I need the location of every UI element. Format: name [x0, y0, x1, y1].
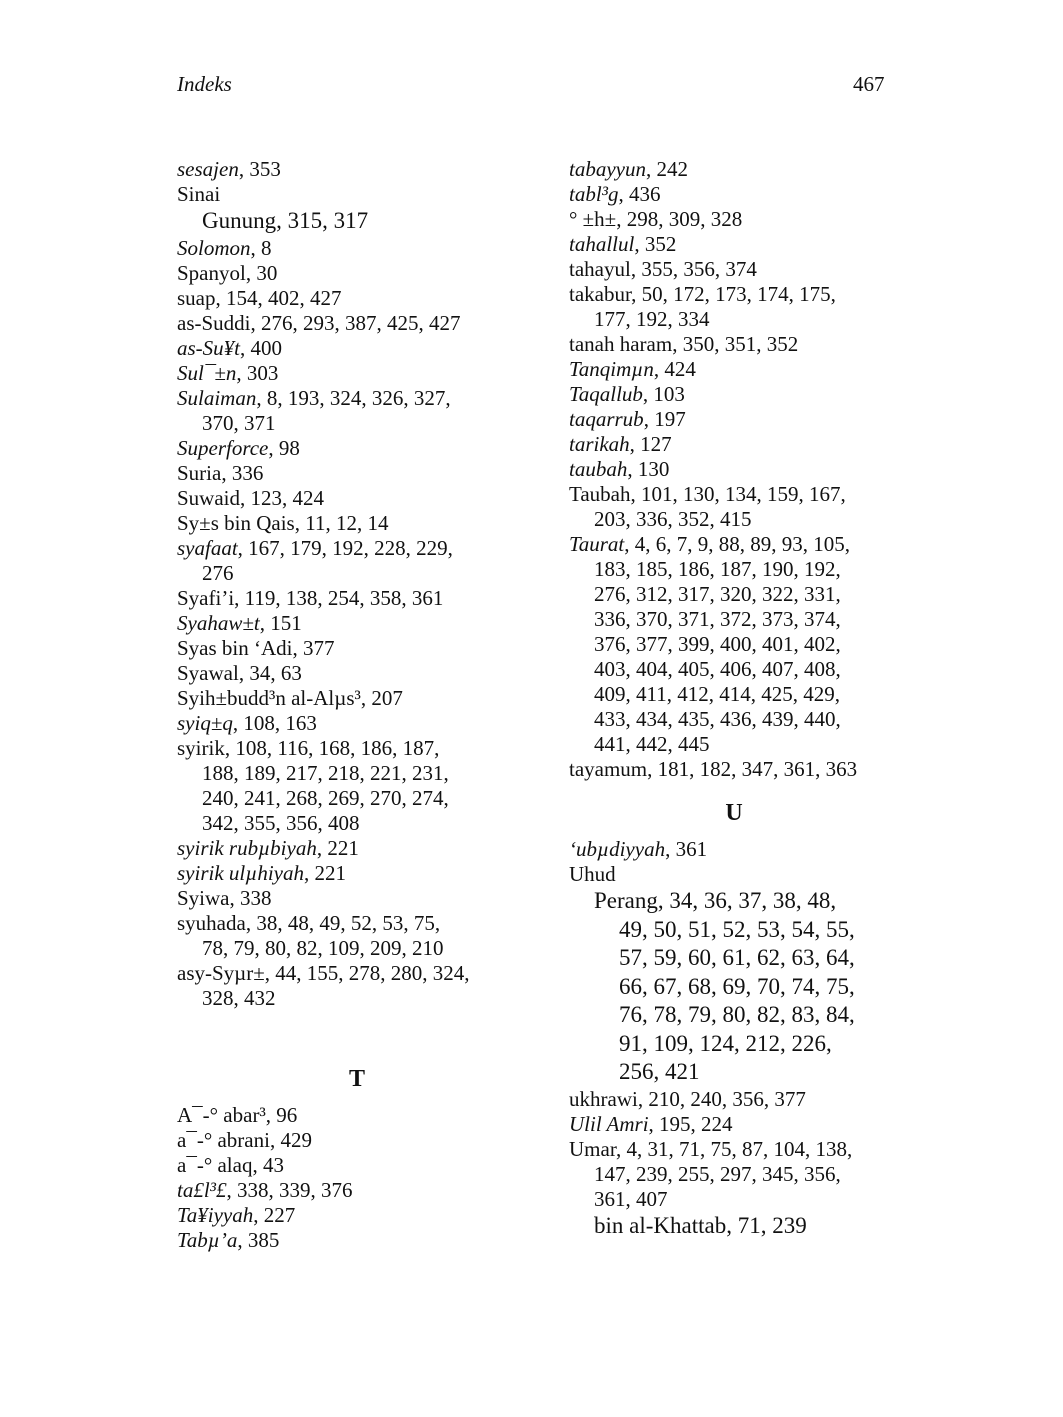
index-entry: [177, 586, 537, 611]
index-term: syirik: [177, 735, 225, 760]
index-page-refs: , 377: [292, 635, 335, 660]
page-number: 467: [853, 72, 885, 96]
index-term: ukhrawi: [569, 1086, 638, 1111]
index-page-refs: , 108, 116, 168, 186, 187, 188, 189, 217, 218, 221, 231, 240, 241, 268, 269, 270, 274, 342, 355, 356, 408: [202, 735, 449, 835]
index-term: Umar: [569, 1136, 616, 1161]
index-term: as-Suddi: [177, 310, 251, 335]
index-entry: [177, 911, 537, 961]
index-term: syiq±q: [177, 710, 233, 735]
index-entry: [177, 1203, 537, 1228]
index-entry: [177, 436, 537, 461]
index-term: Sulaiman: [177, 385, 257, 410]
index-term: tahallul: [569, 232, 635, 256]
index-page-refs: , 221: [316, 835, 359, 860]
index-column-right: [569, 157, 899, 1240]
index-page-refs: , 34, 36, 37, 38, 48, 49, 50, 51, 52, 53, 54, 55, 57, 59, 60, 61, 62, 63, 64, 66, 67, 68, 69, 70, 74, 75, 76, 78, 79, 80, 82, 83, 84, 91, 109, 124, 212, 226, 256, 421: [619, 888, 855, 1084]
index-subentry: [177, 207, 537, 236]
index-entry: [177, 686, 537, 711]
index-term: Solomon: [177, 235, 251, 260]
index-entry: [569, 257, 899, 282]
index-column-left: [177, 157, 537, 1253]
index-page-refs: , 96: [265, 1102, 298, 1127]
index-entry: [569, 862, 899, 887]
index-term: Taqallub: [569, 382, 643, 406]
index-entry: [177, 636, 537, 661]
index-page-refs: , 400: [240, 335, 282, 360]
index-page-refs: , 154, 402, 427: [215, 285, 342, 310]
index-page-refs: , 34, 63: [238, 660, 302, 685]
index-page-refs: , 210, 240, 356, 377: [637, 1086, 806, 1111]
index-entry: [177, 611, 537, 636]
index-entry: [177, 886, 537, 911]
index-term: Sy±s bin Qais: [177, 510, 295, 535]
index-entry: [569, 282, 899, 332]
index-entry: [177, 736, 537, 836]
index-page-refs: , 303: [236, 360, 279, 385]
index-entry: [177, 261, 537, 286]
index-subentry: [569, 887, 899, 1087]
index-term: Syawal: [177, 660, 239, 685]
index-entry: [177, 157, 537, 182]
index-page-refs: , 101, 130, 134, 159, 167, 203, 336, 352, 415: [594, 482, 846, 531]
index-page-refs: , 123, 424: [240, 485, 324, 510]
index-page-refs: , 43: [252, 1152, 284, 1177]
index-page-refs: , 298, 309, 328: [616, 207, 743, 231]
index-page-refs: , 4, 31, 71, 75, 87, 104, 138, 147, 239, 255, 297, 345, 356, 361, 407: [594, 1136, 853, 1211]
index-term: asy-Syµr±: [177, 960, 265, 985]
index-term: Superforce: [177, 435, 269, 460]
index-entry: [177, 661, 537, 686]
running-header-title: Indeks: [177, 72, 232, 96]
index-term: ta£l³£: [177, 1177, 227, 1202]
index-entry: [177, 386, 537, 436]
index-page-refs: , 71, 239: [726, 1212, 807, 1238]
index-term: Syih±budd³n al-Alµs³: [177, 685, 361, 710]
index-term: sesajen: [177, 157, 239, 181]
index-entry: [569, 382, 899, 407]
index-term: A¯-° abar³: [177, 1102, 266, 1127]
index-entry: [177, 1178, 537, 1203]
index-page-refs: , 4, 6, 7, 9, 88, 89, 93, 105, 183, 185, 186, 187, 190, 192, 276, 312, 317, 320, 322, 331, 336, 370, 371, 372, 373, 374, 376, 377, 399, 400, 401, 402, 403, 404, 405, 406, 407, 408, 409, 411, 412, 414, 425, 429, 433, 434, 435, 436, 439, 440, 441, 442, 445: [594, 532, 851, 756]
index-page-refs: , 167, 179, 192, 228, 229, 276: [202, 535, 453, 585]
index-entry: [569, 1087, 899, 1112]
index-page-refs: , 103: [642, 382, 685, 406]
section-letter-u: U: [725, 800, 743, 826]
index-entry: [177, 486, 537, 511]
index-entry: [177, 361, 537, 386]
index-term: Sul¯±n: [177, 360, 237, 385]
index-page-refs: , 276, 293, 387, 425, 427: [250, 310, 461, 335]
index-page-refs: , 336: [221, 460, 264, 485]
index-term: Syahaw±t: [177, 610, 260, 635]
index-entry: [177, 1228, 537, 1253]
index-entry: [177, 461, 537, 486]
index-page-refs: , 242: [645, 157, 688, 181]
index-entry: [569, 837, 899, 862]
index-entry: [177, 861, 537, 886]
index-list-u: [569, 837, 899, 1240]
section-letter-t: T: [348, 1065, 365, 1092]
index-page-refs: , 436: [618, 182, 661, 206]
index-page-refs: , 352: [634, 232, 677, 256]
index-entry: [569, 482, 899, 532]
index-page-refs: , 197: [643, 407, 686, 431]
index-page-refs: , 151: [259, 610, 302, 635]
index-page-refs: , 8: [250, 235, 272, 260]
index-term: Spanyol: [177, 260, 246, 285]
index-page-refs: , 338: [229, 885, 272, 910]
index-term: Uhud: [569, 862, 616, 886]
index-page-refs: , 44, 155, 278, 280, 324, 328, 432: [202, 960, 470, 1010]
index-term: tayamum: [569, 757, 648, 781]
index-term: a¯-° abrani: [177, 1127, 270, 1152]
index-subentry: [569, 1212, 899, 1241]
index-term: Syiwa: [177, 885, 230, 910]
index-term: bin al-Khattab: [594, 1212, 727, 1238]
index-page-refs: , 8, 193, 324, 326, 327, 370, 371: [202, 385, 451, 435]
index-entry: [569, 332, 899, 357]
index-entry: [569, 232, 899, 257]
index-term: Suwaid: [177, 485, 240, 510]
index-page-refs: , 350, 351, 352: [672, 332, 799, 356]
index-entry: [569, 432, 899, 457]
index-term: a¯-° alaq: [177, 1152, 253, 1177]
index-term: takabur: [569, 282, 632, 306]
index-entry: [569, 157, 899, 182]
index-term: Tanqimµn: [569, 357, 654, 381]
index-page-refs: , 221: [304, 860, 346, 885]
index-page-refs: , 30: [245, 260, 278, 285]
index-entry: [569, 457, 899, 482]
index-term: tahayul: [569, 257, 631, 281]
index-entry: [177, 511, 537, 536]
index-entry: [177, 286, 537, 311]
index-term: suap: [177, 285, 216, 310]
index-entry: [177, 311, 537, 336]
index-page-refs: , 108, 163: [232, 710, 317, 735]
index-page-refs: , 385: [237, 1227, 280, 1252]
index-page-refs: , 38, 48, 49, 52, 53, 75, 78, 79, 80, 82, 109, 209, 210: [202, 910, 444, 960]
index-entry: [177, 236, 537, 261]
index-term: taubah: [569, 457, 628, 481]
index-term: ° ±h±: [569, 207, 617, 231]
index-term: as-Su¥t: [177, 335, 240, 360]
index-list-s: [177, 157, 537, 1011]
index-term: Ulil Amri: [569, 1111, 649, 1136]
index-entry: [569, 1137, 899, 1212]
index-page-refs: , 119, 138, 254, 358, 361: [234, 585, 444, 610]
index-page-refs: , 424: [653, 357, 696, 381]
index-entry: [177, 1103, 537, 1128]
index-entry: [569, 1112, 899, 1137]
index-page-refs: , 11, 12, 14: [294, 510, 389, 535]
index-page-refs: , 353: [238, 157, 281, 181]
index-term: Taurat: [569, 532, 625, 556]
index-page-refs: , 98: [268, 435, 300, 460]
index-page-refs: , 338, 339, 376: [226, 1177, 353, 1202]
index-entry: [569, 532, 899, 757]
index-page-refs: , 195, 224: [648, 1111, 733, 1136]
index-list-t-continued: [569, 157, 899, 782]
index-entry: [177, 1128, 537, 1153]
index-entry: [569, 182, 899, 207]
index-entry: [177, 961, 537, 1011]
index-page-refs: , 355, 356, 374: [630, 257, 757, 281]
index-term: Taubah: [569, 482, 631, 506]
index-term: Gunung: [202, 208, 277, 233]
index-term: tabl³g: [569, 182, 619, 206]
index-entry: [177, 336, 537, 361]
index-term: Perang: [594, 888, 658, 913]
index-entry: [177, 836, 537, 861]
index-page-refs: , 50, 172, 173, 174, 175, 177, 192, 334: [594, 282, 836, 331]
index-entry: [569, 407, 899, 432]
index-page-refs: , 227: [253, 1202, 296, 1227]
index-term: tanah haram: [569, 332, 673, 356]
index-entry: [569, 207, 899, 232]
index-entry: [177, 182, 537, 207]
index-term: Syas bin ‘Adi: [177, 635, 293, 660]
index-page-refs: , 361: [665, 837, 708, 861]
index-term: tabayyun: [569, 157, 646, 181]
index-term: tarikah: [569, 432, 630, 456]
index-term: Sinai: [177, 182, 221, 206]
index-term: ‘ubµdiyyah: [569, 837, 666, 861]
index-page-refs: , 130: [627, 457, 670, 481]
index-entry: [569, 357, 899, 382]
index-entry: [177, 1153, 537, 1178]
index-term: syirik ulµhiyah: [177, 860, 304, 885]
index-term: syafaat: [177, 535, 238, 560]
index-page-refs: , 127: [629, 432, 672, 456]
index-entry: [569, 757, 899, 782]
index-term: syirik rubµbiyah: [177, 835, 317, 860]
index-page-refs: , 207: [360, 685, 403, 710]
index-entry: [177, 536, 537, 586]
index-term: Syafi’i: [177, 585, 235, 610]
index-term: taqarrub: [569, 407, 644, 431]
index-term: syuhada: [177, 910, 246, 935]
index-term: Suria: [177, 460, 222, 485]
index-list-t: [177, 1103, 537, 1253]
index-term: Tabµ’a: [177, 1227, 238, 1252]
index-page-refs: , 429: [269, 1127, 312, 1152]
index-page-refs: , 181, 182, 347, 361, 363: [647, 757, 858, 781]
index-term: Ta¥iyyah: [177, 1202, 254, 1227]
index-entry: [177, 711, 537, 736]
index-page-refs: , 315, 317: [276, 208, 369, 233]
